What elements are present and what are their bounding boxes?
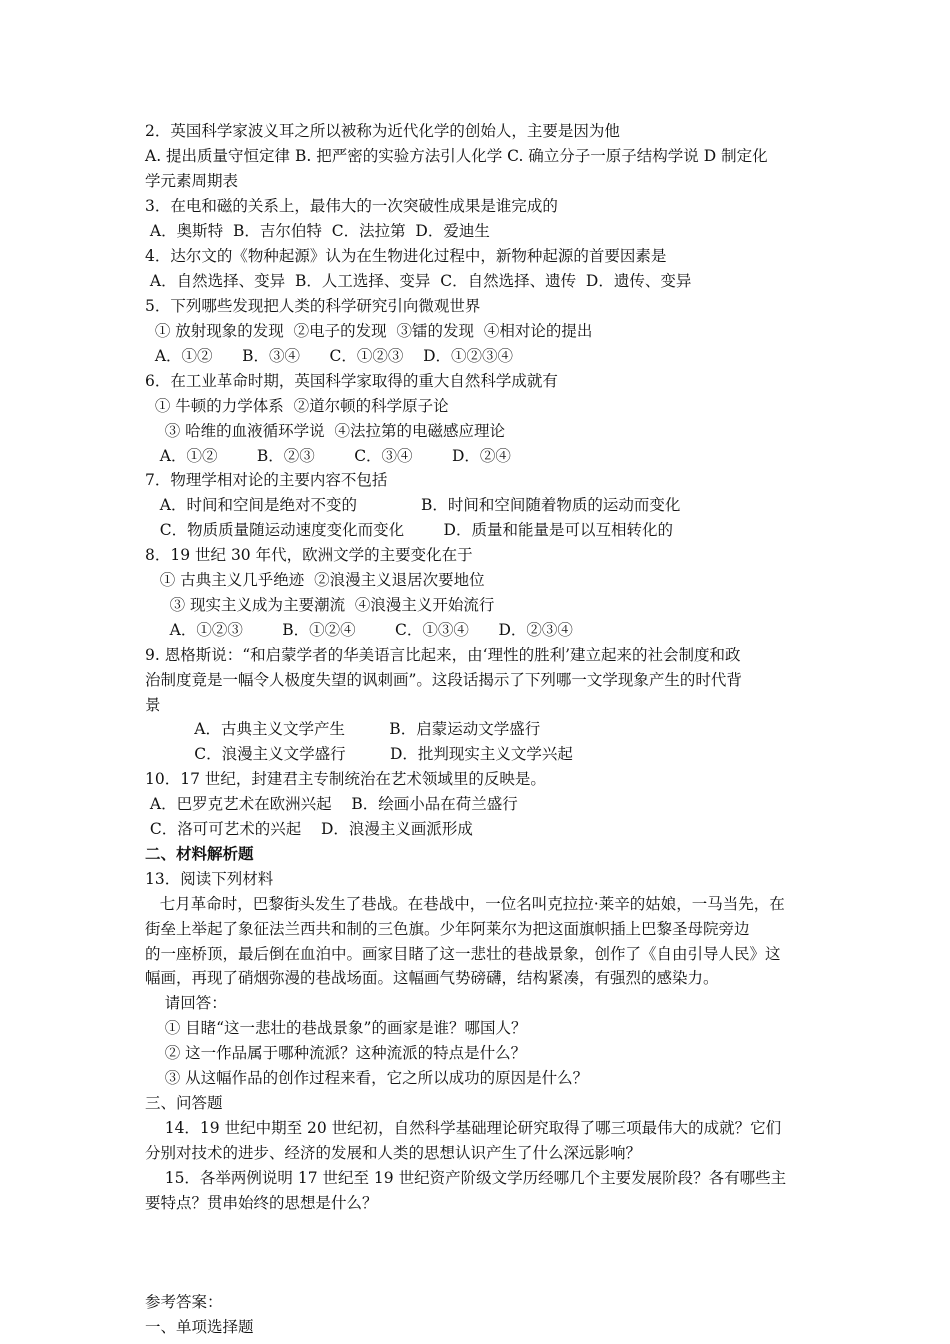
q3-stem: 3．在电和磁的关系上，最伟大的一次突破性成果是谁完成的 bbox=[145, 197, 558, 215]
q6-items-1: ① 牛顿的力学体系 ②道尔顿的科学原子论 bbox=[145, 397, 449, 415]
q13-question-2: ② 这一作品属于哪种流派？这种流派的特点是什么？ bbox=[145, 1044, 527, 1062]
q13-question-1: ① 目睹“这一悲壮的巷战景象”的画家是谁？哪国人？ bbox=[145, 1019, 527, 1037]
q7-options-cd: C．物质质量随运动速度变化而变化 D．质量和能量是可以互相转化的 bbox=[145, 521, 673, 539]
q6-items-2: ③ 哈维的血液循环学说 ④法拉第的电磁感应理论 bbox=[145, 422, 505, 440]
q10-options-ab: A．巴罗克艺术在欧洲兴起 B．绘画小品在荷兰盛行 bbox=[145, 795, 518, 813]
q4-stem: 4．达尔文的《物种起源》认为在生物进化过程中，新物种起源的首要因素是 bbox=[145, 247, 667, 265]
q13-stem: 13．阅读下列材料 bbox=[145, 870, 274, 888]
q5-stem: 5．下列哪些发现把人类的科学研究引向微观世界 bbox=[145, 297, 481, 315]
q10-options-cd: C．洛可可艺术的兴起 D．浪漫主义画派形成 bbox=[145, 820, 473, 838]
section-2-heading: 二、材料解析题 bbox=[145, 844, 254, 863]
q5-items: ① 放射现象的发现 ②电子的发现 ③镭的发现 ④相对论的提出 bbox=[145, 322, 593, 340]
q3-options: A．奥斯特 B．吉尔伯特 C．法拉第 D．爱迪生 bbox=[145, 222, 490, 240]
q14-line-1: 14．19 世纪中期至 20 世纪初，自然科学基础理论研究取得了哪三项最伟大的成就？它们 bbox=[145, 1119, 782, 1137]
q13-material-1: 七月革命时，巴黎街头发生了巷战。在巷战中，一位名叫克拉拉·莱辛的姑娘，一马当先，在 bbox=[145, 895, 785, 913]
q9-options-ab: A．古典主义文学产生 B．启蒙运动文学盛行 bbox=[145, 720, 541, 738]
q13-material-2: 街垒上举起了象征法兰西共和制的三色旗。少年阿莱尔为把这面旗帜插上巴黎圣母院旁边 bbox=[145, 920, 750, 938]
q2-options: A. 提出质量守恒定律 B. 把严密的实验方法引人化学 C. 确立分子一原子结构学说 D 制定化 bbox=[145, 147, 768, 165]
q7-options-ab: A．时间和空间是绝对不变的 B．时间和空间随着物质的运动而变化 bbox=[145, 496, 681, 514]
q4-options: A．自然选择、变异 B．人工选择、变异 C．自然选择、遗传 D．遗传、变异 bbox=[145, 272, 692, 290]
q14-line-2: 分别对技术的进步、经济的发展和人类的思想认识产生了什么深远影响？ bbox=[145, 1144, 642, 1162]
q13-question-3: ③ 从这幅作品的创作过程来看，它之所以成功的原因是什么？ bbox=[145, 1069, 589, 1087]
section-3-heading: 三、问答题 bbox=[145, 1094, 223, 1112]
q8-items-1: ① 古典主义几乎绝迹 ②浪漫主义退居次要地位 bbox=[145, 571, 485, 589]
q7-stem: 7．物理学相对论的主要内容不包括 bbox=[145, 471, 388, 489]
q10-stem: 10．17 世纪，封建君主专制统治在艺术领域里的反映是。 bbox=[145, 770, 546, 788]
q9-stem-3: 景 bbox=[145, 696, 161, 714]
q2-stem: 2．英国科学家波义耳之所以被称为近代化学的创始人，主要是因为他 bbox=[145, 122, 620, 140]
q8-options: A．①②③ B．①②④ C．①③④ D．②③④ bbox=[145, 621, 573, 639]
q13-prompt: 请回答： bbox=[145, 994, 227, 1012]
q2-options-cont: 学元素周期表 bbox=[145, 172, 239, 190]
q9-options-cd: C．浪漫主义文学盛行 D．批判现实主义文学兴起 bbox=[145, 745, 573, 763]
q6-options: A．①② B．②③ C．③④ D．②④ bbox=[145, 447, 511, 465]
q9-stem-1: 9. 恩格斯说：“和启蒙学者的华美语言比起来，由‘理性的胜利’建立起来的社会制度和政 bbox=[145, 646, 741, 664]
q5-options: A．①② B．③④ C．①②③ D．①②③④ bbox=[145, 347, 514, 365]
q8-items-2: ③ 现实主义成为主要潮流 ④浪漫主义开始流行 bbox=[145, 596, 495, 614]
answers-section-1: 一、单项选择题 bbox=[145, 1318, 254, 1336]
q9-stem-2: 治制度竟是一幅令人极度失望的讽刺画”。这段话揭示了下列哪一文学现象产生的时代背 bbox=[145, 671, 742, 689]
q6-stem: 6．在工业革命时期，英国科学家取得的重大自然科学成就有 bbox=[145, 372, 558, 390]
q15-line-2: 要特点？贯串始终的思想是什么？ bbox=[145, 1194, 378, 1212]
q15-line-1: 15．各举两例说明 17 世纪至 19 世纪资产阶级文学历经哪几个主要发展阶段？各有哪些主 bbox=[145, 1169, 787, 1187]
q13-material-4: 幅画，再现了硝烟弥漫的巷战场面。这幅画气势磅礴，结构紧凑，有强烈的感染力。 bbox=[145, 969, 719, 987]
answers-heading: 参考答案： bbox=[145, 1293, 223, 1311]
q8-stem: 8．19 世纪 30 年代，欧洲文学的主要变化在于 bbox=[145, 546, 473, 564]
q13-material-3: 的一座桥顶，最后倒在血泊中。画家目睹了这一悲壮的巷战景象，创作了《自由引导人民》这 bbox=[145, 945, 781, 963]
